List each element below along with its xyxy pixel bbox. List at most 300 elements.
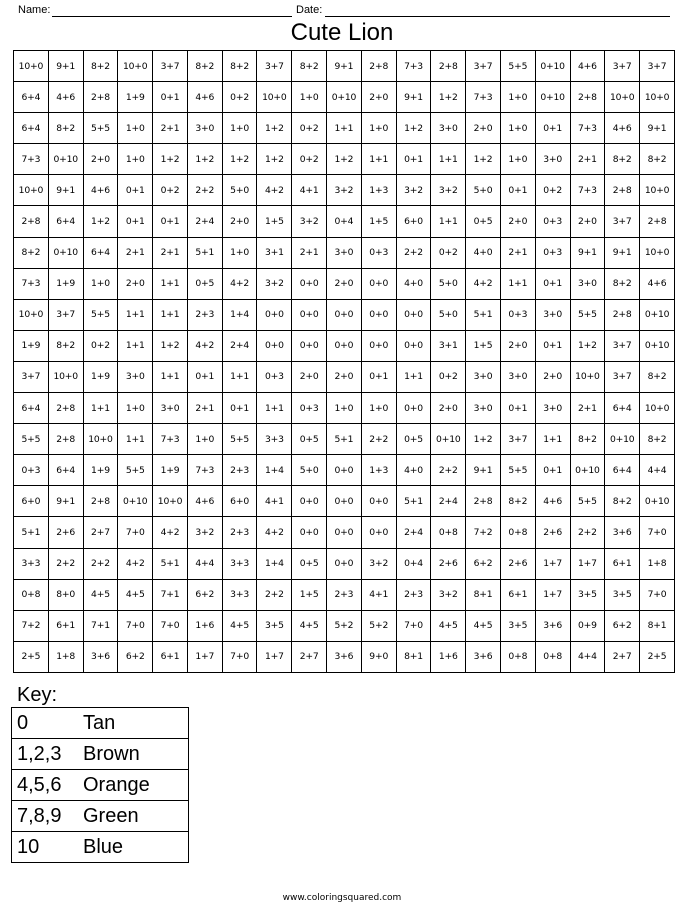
grid-cell: 4+5 <box>292 610 327 641</box>
grid-cell: 0+0 <box>292 486 327 517</box>
grid-cell: 0+0 <box>327 486 362 517</box>
grid-cell: 1+0 <box>500 144 535 175</box>
grid-cell: 0+3 <box>500 299 535 330</box>
grid-cell: 10+0 <box>605 82 640 113</box>
grid-cell: 8+2 <box>48 113 83 144</box>
grid-row <box>14 361 675 392</box>
grid-row <box>14 517 675 548</box>
grid-cell: 7+3 <box>570 113 605 144</box>
grid-cell: 0+0 <box>327 455 362 486</box>
grid-cell: 1+8 <box>640 548 675 579</box>
grid-cell: 1+1 <box>118 424 153 455</box>
grid-cell: 0+3 <box>535 237 570 268</box>
grid-cell: 4+5 <box>118 579 153 610</box>
grid-cell: 2+0 <box>431 393 466 424</box>
name-label: Name: <box>18 4 51 16</box>
key-value: 10 <box>12 832 84 863</box>
grid-cell: 2+8 <box>83 486 118 517</box>
grid-cell: 3+0 <box>187 113 222 144</box>
grid-cell: 1+3 <box>361 455 396 486</box>
grid-row <box>14 113 675 144</box>
grid-row <box>14 268 675 299</box>
grid-cell: 1+9 <box>153 455 188 486</box>
grid-cell: 10+0 <box>83 424 118 455</box>
grid-cell: 0+0 <box>327 517 362 548</box>
grid-cell: 3+2 <box>361 548 396 579</box>
grid-cell: 0+0 <box>361 268 396 299</box>
key-value: 1,2,3 <box>12 739 84 770</box>
grid-row <box>14 393 675 424</box>
grid-cell: 4+2 <box>187 330 222 361</box>
grid-cell: 2+8 <box>466 486 501 517</box>
grid-cell: 1+1 <box>396 361 431 392</box>
grid-cell: 4+0 <box>396 268 431 299</box>
grid-cell: 2+3 <box>396 579 431 610</box>
grid-cell: 2+6 <box>500 548 535 579</box>
grid-cell: 1+1 <box>327 113 362 144</box>
grid-cell: 1+0 <box>327 393 362 424</box>
grid-cell: 1+0 <box>118 113 153 144</box>
grid-cell: 0+0 <box>292 330 327 361</box>
grid-cell: 0+10 <box>118 486 153 517</box>
grid-cell: 2+3 <box>327 579 362 610</box>
grid-cell: 5+1 <box>14 517 49 548</box>
grid-cell: 0+10 <box>48 237 83 268</box>
grid-cell: 0+8 <box>535 641 570 672</box>
grid-cell: 3+1 <box>431 330 466 361</box>
grid-cell: 4+4 <box>570 641 605 672</box>
grid-cell: 8+2 <box>222 51 257 82</box>
grid-cell: 4+6 <box>187 82 222 113</box>
grid-cell: 0+2 <box>431 237 466 268</box>
grid-cell: 2+0 <box>500 330 535 361</box>
grid-cell: 1+6 <box>187 610 222 641</box>
grid-cell: 9+1 <box>327 51 362 82</box>
grid-cell: 6+2 <box>187 579 222 610</box>
grid-cell: 1+1 <box>153 268 188 299</box>
grid-cell: 5+5 <box>570 299 605 330</box>
grid-cell: 5+5 <box>118 455 153 486</box>
grid-cell: 2+0 <box>327 268 362 299</box>
grid-cell: 1+0 <box>222 237 257 268</box>
grid-cell: 2+8 <box>48 424 83 455</box>
grid-cell: 8+2 <box>605 268 640 299</box>
grid-cell: 0+0 <box>257 299 292 330</box>
grid-cell: 4+5 <box>431 610 466 641</box>
grid-cell: 3+6 <box>327 641 362 672</box>
grid-cell: 3+5 <box>570 579 605 610</box>
grid-cell: 2+5 <box>14 641 49 672</box>
problem-grid <box>13 50 675 673</box>
grid-cell: 3+7 <box>640 51 675 82</box>
grid-cell: 8+2 <box>570 424 605 455</box>
grid-cell: 4+6 <box>570 51 605 82</box>
grid-cell: 0+10 <box>640 299 675 330</box>
grid-cell: 3+7 <box>153 51 188 82</box>
grid-cell: 1+9 <box>118 82 153 113</box>
grid-cell: 0+0 <box>361 517 396 548</box>
grid-cell: 0+0 <box>292 299 327 330</box>
grid-cell: 1+2 <box>153 330 188 361</box>
grid-cell: 5+0 <box>431 299 466 330</box>
grid-cell: 5+5 <box>500 455 535 486</box>
grid-cell: 6+4 <box>14 113 49 144</box>
grid-cell: 3+0 <box>327 237 362 268</box>
grid-cell: 5+5 <box>14 424 49 455</box>
grid-cell: 0+10 <box>535 51 570 82</box>
grid-cell: 3+3 <box>14 548 49 579</box>
grid-cell: 2+6 <box>48 517 83 548</box>
key-row <box>12 708 189 739</box>
key-label: Key: <box>17 684 58 706</box>
key-row <box>12 801 189 832</box>
grid-cell: 3+3 <box>257 424 292 455</box>
grid-cell: 0+1 <box>535 268 570 299</box>
grid-cell: 2+6 <box>535 517 570 548</box>
grid-cell: 6+4 <box>48 206 83 237</box>
grid-cell: 4+4 <box>187 548 222 579</box>
grid-cell: 0+10 <box>431 424 466 455</box>
grid-cell: 1+2 <box>153 144 188 175</box>
grid-cell: 2+0 <box>570 206 605 237</box>
grid-cell: 1+7 <box>570 548 605 579</box>
grid-cell: 2+8 <box>14 206 49 237</box>
grid-cell: 6+1 <box>153 641 188 672</box>
grid-cell: 5+5 <box>83 113 118 144</box>
grid-cell: 0+4 <box>327 206 362 237</box>
grid-cell: 1+1 <box>118 330 153 361</box>
grid-cell: 3+0 <box>500 361 535 392</box>
grid-cell: 5+5 <box>570 486 605 517</box>
grid-cell: 0+5 <box>292 424 327 455</box>
grid-cell: 3+1 <box>257 237 292 268</box>
grid-cell: 1+4 <box>257 455 292 486</box>
grid-cell: 3+0 <box>535 144 570 175</box>
key-color: Brown <box>83 739 189 770</box>
grid-cell: 4+0 <box>396 455 431 486</box>
grid-row <box>14 486 675 517</box>
grid-cell: 2+0 <box>327 361 362 392</box>
grid-cell: 9+0 <box>361 641 396 672</box>
grid-cell: 3+5 <box>257 610 292 641</box>
grid-cell: 3+7 <box>500 424 535 455</box>
grid-cell: 4+1 <box>361 579 396 610</box>
grid-cell: 1+6 <box>431 641 466 672</box>
grid-cell: 3+0 <box>153 393 188 424</box>
grid-cell: 0+1 <box>153 206 188 237</box>
key-color: Orange <box>83 770 189 801</box>
key-value: 7,8,9 <box>12 801 84 832</box>
key-value: 0 <box>12 708 84 739</box>
grid-cell: 7+0 <box>222 641 257 672</box>
grid-cell: 8+2 <box>605 486 640 517</box>
grid-cell: 2+1 <box>118 237 153 268</box>
grid-cell: 1+2 <box>222 144 257 175</box>
grid-row <box>14 330 675 361</box>
grid-cell: 0+2 <box>153 175 188 206</box>
grid-cell: 4+2 <box>118 548 153 579</box>
grid-cell: 0+3 <box>292 393 327 424</box>
grid-cell: 2+1 <box>570 393 605 424</box>
grid-cell: 4+5 <box>222 610 257 641</box>
grid-cell: 1+7 <box>257 641 292 672</box>
grid-cell: 2+7 <box>292 641 327 672</box>
grid-cell: 0+2 <box>222 82 257 113</box>
grid-cell: 0+5 <box>466 206 501 237</box>
grid-cell: 1+9 <box>14 330 49 361</box>
grid-cell: 4+2 <box>257 175 292 206</box>
grid-cell: 10+0 <box>640 237 675 268</box>
grid-cell: 1+0 <box>361 393 396 424</box>
grid-cell: 3+0 <box>431 113 466 144</box>
grid-cell: 1+0 <box>118 393 153 424</box>
key-row <box>12 832 189 863</box>
key-row <box>12 739 189 770</box>
page-title: Cute Lion <box>290 19 394 46</box>
key-row <box>12 770 189 801</box>
grid-cell: 6+4 <box>605 393 640 424</box>
grid-cell: 7+3 <box>570 175 605 206</box>
grid-cell: 2+7 <box>83 517 118 548</box>
grid-cell: 1+1 <box>361 144 396 175</box>
grid-cell: 2+0 <box>535 361 570 392</box>
grid-cell: 8+2 <box>605 144 640 175</box>
grid-cell: 0+0 <box>396 299 431 330</box>
grid-cell: 1+2 <box>187 144 222 175</box>
grid-cell: 0+10 <box>570 455 605 486</box>
grid-cell: 5+1 <box>466 299 501 330</box>
grid-cell: 4+2 <box>257 517 292 548</box>
grid-cell: 9+1 <box>48 486 83 517</box>
grid-cell: 8+2 <box>48 330 83 361</box>
grid-cell: 3+0 <box>118 361 153 392</box>
grid-cell: 2+1 <box>570 144 605 175</box>
grid-cell: 2+2 <box>431 455 466 486</box>
grid-cell: 0+10 <box>605 424 640 455</box>
grid-cell: 0+1 <box>153 82 188 113</box>
grid-cell: 0+8 <box>500 517 535 548</box>
grid-cell: 1+1 <box>500 268 535 299</box>
grid-cell: 0+1 <box>535 455 570 486</box>
grid-cell: 8+2 <box>292 51 327 82</box>
grid-cell: 7+3 <box>396 51 431 82</box>
grid-cell: 6+4 <box>605 455 640 486</box>
grid-cell: 0+5 <box>292 548 327 579</box>
grid-cell: 9+1 <box>640 113 675 144</box>
grid-cell: 3+7 <box>466 51 501 82</box>
grid-cell: 10+0 <box>118 51 153 82</box>
grid-cell: 2+8 <box>605 299 640 330</box>
grid-cell: 10+0 <box>14 175 49 206</box>
grid-cell: 0+10 <box>327 82 362 113</box>
grid-cell: 3+2 <box>187 517 222 548</box>
grid-row <box>14 579 675 610</box>
grid-cell: 8+1 <box>466 579 501 610</box>
grid-cell: 0+2 <box>535 175 570 206</box>
grid-cell: 5+0 <box>431 268 466 299</box>
grid-cell: 1+2 <box>83 206 118 237</box>
grid-cell: 7+1 <box>83 610 118 641</box>
grid-cell: 7+1 <box>153 579 188 610</box>
grid-cell: 1+1 <box>153 361 188 392</box>
grid-cell: 0+8 <box>431 517 466 548</box>
grid-cell: 1+7 <box>187 641 222 672</box>
grid-cell: 8+2 <box>640 361 675 392</box>
grid-cell: 8+2 <box>14 237 49 268</box>
grid-cell: 3+2 <box>292 206 327 237</box>
grid-cell: 7+0 <box>118 610 153 641</box>
grid-cell: 4+6 <box>83 175 118 206</box>
grid-cell: 3+7 <box>605 206 640 237</box>
grid-cell: 10+0 <box>48 361 83 392</box>
grid-cell: 1+1 <box>153 299 188 330</box>
grid-row <box>14 424 675 455</box>
grid-cell: 4+6 <box>640 268 675 299</box>
grid-cell: 4+6 <box>535 486 570 517</box>
grid-cell: 3+7 <box>14 361 49 392</box>
grid-cell: 1+1 <box>83 393 118 424</box>
grid-cell: 4+6 <box>48 82 83 113</box>
grid-cell: 3+0 <box>535 299 570 330</box>
grid-cell: 4+5 <box>83 579 118 610</box>
grid-cell: 6+4 <box>14 82 49 113</box>
worksheet-header <box>0 0 684 18</box>
grid-cell: 1+9 <box>48 268 83 299</box>
grid-cell: 5+5 <box>500 51 535 82</box>
grid-cell: 8+2 <box>187 51 222 82</box>
grid-cell: 0+4 <box>396 548 431 579</box>
grid-cell: 1+0 <box>500 82 535 113</box>
grid-cell: 0+0 <box>361 486 396 517</box>
grid-cell: 1+0 <box>118 144 153 175</box>
grid-cell: 1+0 <box>292 82 327 113</box>
grid-cell: 6+4 <box>48 455 83 486</box>
grid-cell: 0+1 <box>396 144 431 175</box>
grid-cell: 3+5 <box>605 579 640 610</box>
grid-cell: 10+0 <box>640 393 675 424</box>
grid-cell: 0+1 <box>222 393 257 424</box>
grid-cell: 3+2 <box>327 175 362 206</box>
grid-cell: 1+0 <box>500 113 535 144</box>
grid-cell: 6+1 <box>605 548 640 579</box>
grid-cell: 2+4 <box>222 330 257 361</box>
grid-cell: 9+1 <box>605 237 640 268</box>
grid-cell: 2+8 <box>640 206 675 237</box>
grid-cell: 4+2 <box>222 268 257 299</box>
grid-cell: 2+8 <box>605 175 640 206</box>
grid-cell: 2+1 <box>187 393 222 424</box>
grid-cell: 2+0 <box>83 144 118 175</box>
grid-cell: 5+0 <box>222 175 257 206</box>
grid-cell: 7+0 <box>118 517 153 548</box>
grid-cell: 5+1 <box>187 237 222 268</box>
grid-cell: 1+2 <box>466 424 501 455</box>
grid-cell: 0+1 <box>535 330 570 361</box>
grid-cell: 1+0 <box>222 113 257 144</box>
grid-cell: 2+8 <box>570 82 605 113</box>
grid-cell: 10+0 <box>14 51 49 82</box>
grid-cell: 2+4 <box>396 517 431 548</box>
grid-cell: 6+2 <box>466 548 501 579</box>
grid-cell: 10+0 <box>257 82 292 113</box>
grid-cell: 1+7 <box>535 579 570 610</box>
grid-cell: 1+2 <box>466 144 501 175</box>
grid-cell: 2+7 <box>605 641 640 672</box>
grid-cell: 2+2 <box>396 237 431 268</box>
grid-row <box>14 641 675 672</box>
grid-cell: 3+2 <box>431 579 466 610</box>
grid-cell: 1+5 <box>361 206 396 237</box>
grid-cell: 2+8 <box>48 393 83 424</box>
grid-cell: 1+0 <box>187 424 222 455</box>
grid-cell: 0+1 <box>118 206 153 237</box>
grid-cell: 3+6 <box>535 610 570 641</box>
grid-cell: 1+1 <box>431 144 466 175</box>
grid-cell: 10+0 <box>640 82 675 113</box>
grid-cell: 6+1 <box>500 579 535 610</box>
grid-row <box>14 144 675 175</box>
grid-cell: 1+9 <box>83 455 118 486</box>
grid-cell: 8+1 <box>396 641 431 672</box>
grid-cell: 2+2 <box>361 424 396 455</box>
grid-cell: 1+2 <box>257 113 292 144</box>
grid-row <box>14 455 675 486</box>
grid-cell: 10+0 <box>640 175 675 206</box>
grid-cell: 4+1 <box>292 175 327 206</box>
grid-cell: 0+8 <box>500 641 535 672</box>
grid-cell: 2+4 <box>187 206 222 237</box>
grid-cell: 0+2 <box>292 144 327 175</box>
grid-cell: 4+4 <box>640 455 675 486</box>
key-color: Tan <box>83 708 189 739</box>
grid-cell: 1+5 <box>257 206 292 237</box>
grid-cell: 2+0 <box>118 268 153 299</box>
grid-cell: 0+5 <box>396 424 431 455</box>
grid-cell: 2+0 <box>466 113 501 144</box>
grid-cell: 0+1 <box>535 113 570 144</box>
grid-cell: 3+7 <box>605 51 640 82</box>
grid-cell: 1+3 <box>361 175 396 206</box>
grid-cell: 2+1 <box>500 237 535 268</box>
grid-cell: 1+2 <box>396 113 431 144</box>
grid-cell: 0+2 <box>83 330 118 361</box>
grid-cell: 7+3 <box>466 82 501 113</box>
grid-cell: 9+1 <box>396 82 431 113</box>
grid-cell: 0+10 <box>640 486 675 517</box>
grid-cell: 0+1 <box>500 175 535 206</box>
grid-cell: 6+0 <box>222 486 257 517</box>
grid-cell: 2+1 <box>292 237 327 268</box>
grid-cell: 2+8 <box>431 51 466 82</box>
grid-cell: 0+1 <box>361 361 396 392</box>
grid-cell: 2+2 <box>83 548 118 579</box>
grid-cell: 1+1 <box>222 361 257 392</box>
grid-cell: 4+0 <box>466 237 501 268</box>
grid-cell: 1+1 <box>535 424 570 455</box>
grid-cell: 8+2 <box>83 51 118 82</box>
grid-cell: 0+3 <box>535 206 570 237</box>
grid-cell: 0+0 <box>327 299 362 330</box>
grid-cell: 7+2 <box>14 610 49 641</box>
grid-cell: 0+0 <box>396 393 431 424</box>
grid-cell: 8+2 <box>640 424 675 455</box>
grid-row <box>14 610 675 641</box>
key-color: Blue <box>83 832 189 863</box>
grid-cell: 4+2 <box>466 268 501 299</box>
date-label: Date: <box>296 4 323 16</box>
grid-cell: 1+4 <box>222 299 257 330</box>
grid-cell: 3+6 <box>83 641 118 672</box>
